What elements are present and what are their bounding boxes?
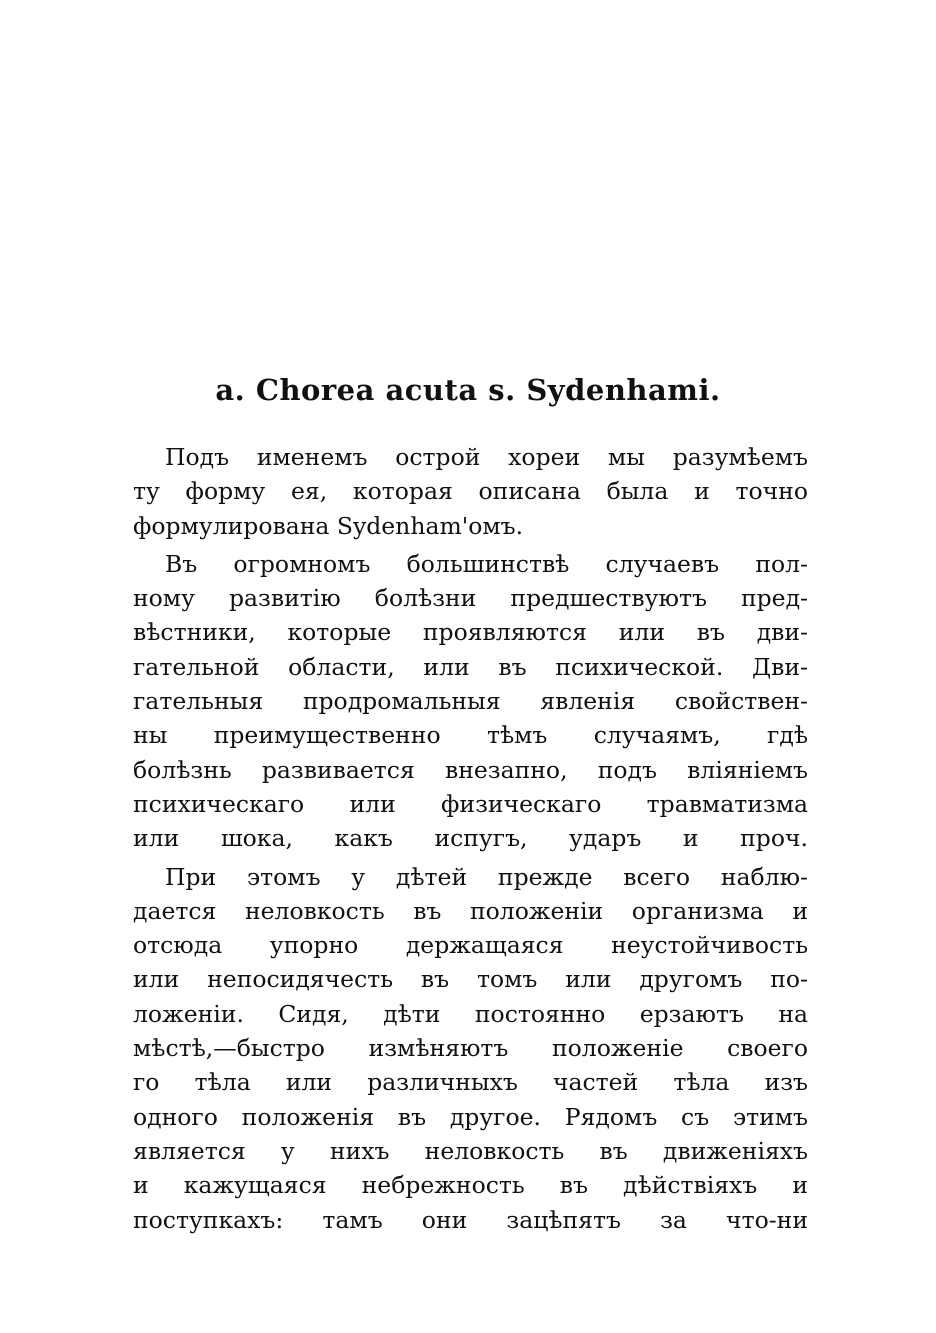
body-text	[133, 440, 808, 1237]
text-line: гательной области, или въ психической. Дви-	[133, 652, 808, 681]
text-line: болѣзнь развивается внезапно, подъ вліяніемъ	[133, 755, 808, 784]
text-line: формулирована Sydenham'омъ.	[133, 511, 524, 540]
paragraph	[133, 860, 808, 1237]
text-line: ному развитію болѣзни предшествуютъ пред-	[133, 584, 808, 613]
text-line: или непосидячесть въ томъ или другомъ по-	[133, 965, 808, 994]
text-line: вѣстники, которые проявляются или въ дви-	[133, 618, 808, 647]
text-line: психическаго или физическаго травматизма	[133, 789, 808, 818]
text-line: ту форму ея, которая описана была и точно	[133, 477, 808, 506]
text-line: поступкахъ: тамъ они зацѣпятъ за что-ни	[133, 1205, 808, 1234]
text-line: го тѣла или различныхъ частей тѣла изъ	[133, 1068, 808, 1097]
paragraph	[133, 547, 808, 856]
text-line: или шока, какъ испугъ, ударъ и проч.	[133, 824, 808, 853]
text-line: ложеніи. Сидя, дѣти постоянно ерзаютъ на	[133, 999, 808, 1028]
section-heading: a. Chorea acuta s. Sydenhami.	[215, 373, 721, 407]
text-line: ны преимущественно тѣмъ случаямъ, гдѣ	[133, 721, 808, 750]
text-line: мѣстѣ,—быстро измѣняютъ положеніе своего	[133, 1034, 808, 1063]
text-line: и кажущаяся небрежность въ дѣйствіяхъ и	[133, 1171, 808, 1200]
text-line: одного положенія въ другое. Рядомъ съ этимъ	[133, 1102, 808, 1131]
text-line: Подъ именемъ острой хореи мы разумѣемъ	[165, 443, 808, 471]
text-line: При этомъ у дѣтей прежде всего наблю-	[165, 862, 808, 891]
text-line: гательныя продромальныя явленія свойствен-	[133, 687, 808, 716]
paragraph	[133, 440, 808, 543]
text-line: дается неловкость въ положеніи организма и	[133, 896, 808, 925]
text-line: отсюда упорно держащаяся неустойчивость	[133, 931, 808, 960]
text-line: Въ огромномъ большинствѣ случаевъ пол-	[165, 549, 808, 578]
text-line: является у нихъ неловкость въ движеніяхъ	[133, 1136, 808, 1165]
